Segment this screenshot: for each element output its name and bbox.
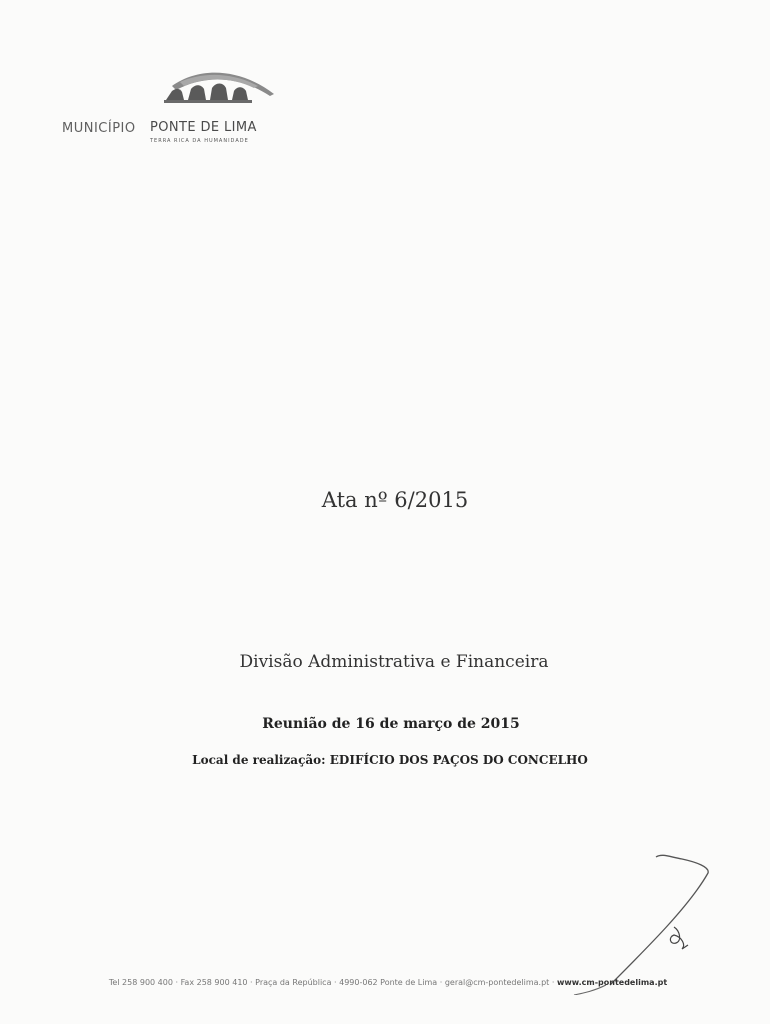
meeting-date: Reunião de 16 de março de 2015 xyxy=(262,716,520,732)
handwritten-signature xyxy=(570,845,730,995)
footer-contacts xyxy=(0,978,770,987)
municipality-logo xyxy=(60,64,300,154)
location-label: Local de realização: xyxy=(192,753,326,767)
document-title: Ata nº 6/2015 xyxy=(321,488,469,512)
logo-tagline: TERRA RICA DA HUMANIDADE xyxy=(150,138,249,144)
footer-contact-info: Tel 258 900 400 · Fax 258 900 410 · Praça da República · 4990-062 Ponte de Lima · geral@cm-pontedelima.pt · xyxy=(108,978,557,987)
footer-website-link[interactable]: www.cm-pontedelima.pt xyxy=(556,978,668,987)
division-name: Divisão Administrativa e Financeira xyxy=(239,652,549,672)
municipality-label: MUNICÍPIO xyxy=(62,121,136,136)
location-value: EDIFÍCIO DOS PAÇOS DO CONCELHO xyxy=(329,753,588,767)
town-name: PONTE DE LIMA xyxy=(150,120,257,135)
bridge-arches-logo-icon xyxy=(162,64,282,114)
meeting-location xyxy=(0,753,770,767)
